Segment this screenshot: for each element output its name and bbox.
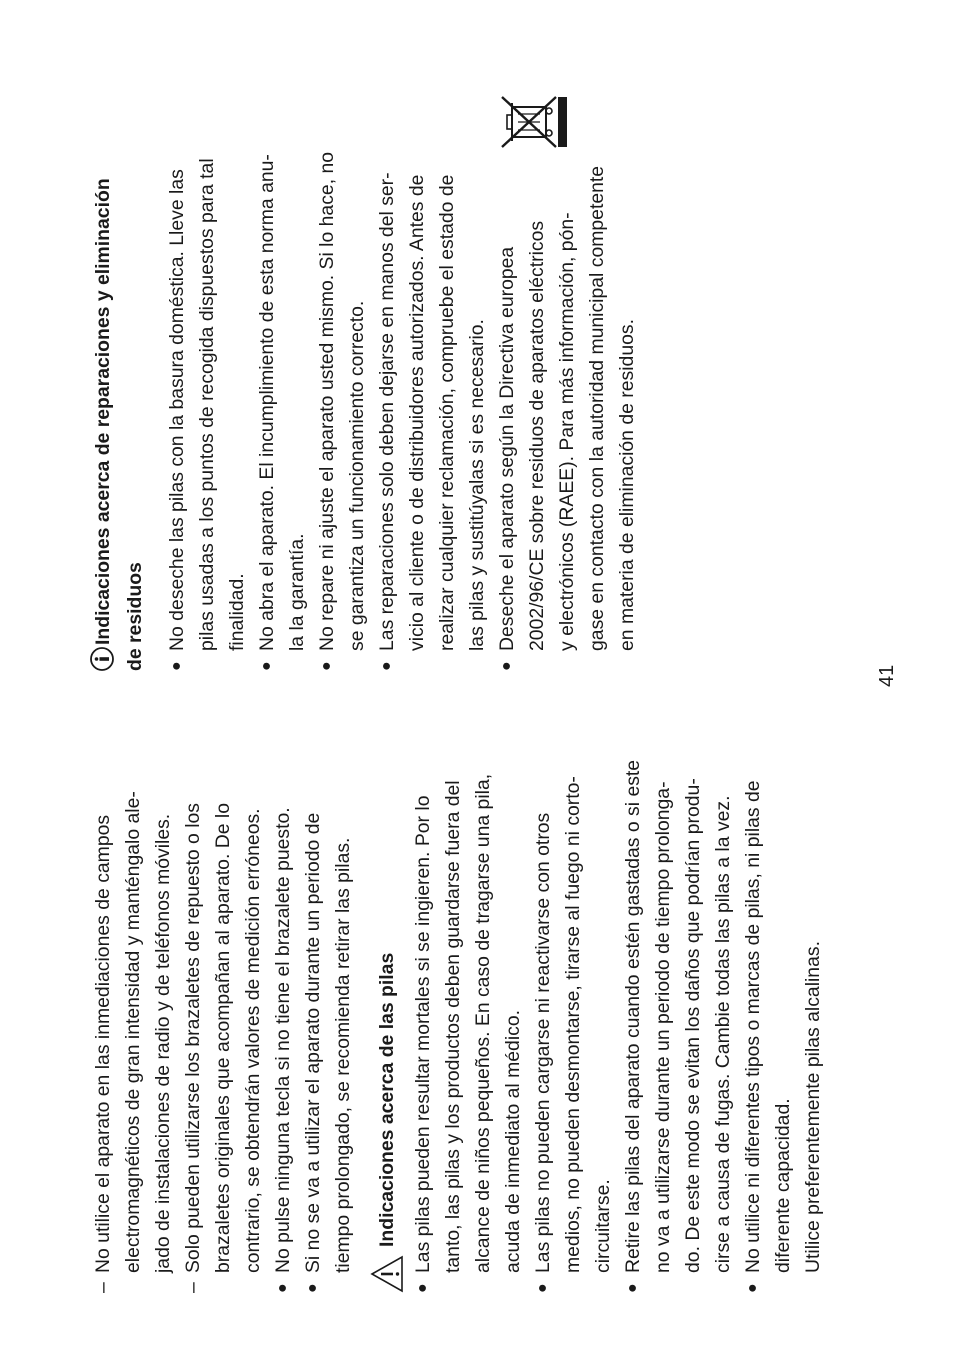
text-line: contrario, se obtendrán valores de medición erróneos.: [242, 808, 264, 1273]
text-line: No repare ni ajuste el aparato usted mismo. Si lo hace, no: [316, 151, 338, 651]
text-line: las pilas y sustitúyalas si es necesario.: [466, 319, 488, 651]
bullet-icon: ●: [498, 661, 515, 671]
text-line: Las reparaciones solo deben dejarse en manos del ser-: [376, 172, 398, 651]
text-line: y electrónicos (RAEE). Para más información, pón-: [556, 212, 578, 651]
text-line: gase en contacto con la autoridad municipal competente: [586, 165, 608, 651]
list-item: [252, 51, 312, 671]
text-line: pilas usadas a los puntos de recogida dispuestos para tal: [196, 158, 218, 651]
text-line: No abra el aparato. El incumplimiento de esta norma anu-: [256, 154, 278, 651]
list-item: [408, 693, 528, 1293]
list-item: [372, 51, 492, 671]
text-line: vicio al cliente o de distribuidores autorizados. Antes de: [406, 174, 428, 651]
list-item: [268, 693, 298, 1293]
bullet-icon: ●: [168, 661, 185, 671]
list-item: [162, 51, 252, 671]
bullet-icon: ●: [624, 1283, 641, 1293]
bullet-icon: ●: [304, 1283, 321, 1293]
section-heading-text: Indicaciones acerca de las pilas: [376, 952, 398, 1247]
text-line: Utilice preferentemente pilas alcalinas.: [802, 941, 824, 1273]
bullet-icon: ●: [318, 661, 335, 671]
text-line: no va a utilizarse durante un periodo de tiempo prolonga-: [652, 781, 674, 1273]
text-line: Solo pueden utilizarse los brazaletes de repuesto o los: [182, 803, 204, 1273]
crossed-out-wheelie-bin-icon: [500, 71, 577, 151]
bullet-icon: ●: [258, 661, 275, 671]
text-line: electromagnéticos de gran intensidad y manténgalo ale-: [122, 791, 144, 1273]
bullet-icon: ●: [534, 1283, 551, 1293]
text-line: tanto, las pilas y los productos deben guardarse fuera del: [442, 780, 464, 1273]
text-line: jado de instalaciones de radio y de teléfonos móviles.: [152, 813, 174, 1273]
list-item: – Solo pueden utilizarse los brazaletes de repuesto o los brazaletes originales que acompañan al aparato. De lo contrario, se obtendrán valores de medición erróneos.: [178, 693, 268, 1293]
text-line: Retire las pilas del aparato cuando estén gastadas o si este: [622, 759, 644, 1273]
text-line: Las pilas no pueden cargarse ni reactivarse con otros: [532, 812, 554, 1273]
text-line: No pulse ninguna tecla si no tiene el brazalete puesto.: [272, 807, 294, 1273]
text-line: medios, no pueden desmontarse, tirarse al fuego ni corto-: [562, 776, 584, 1273]
list-item: [738, 693, 798, 1293]
text-line: brazaletes originales que acompañan al aparato. De lo: [212, 803, 234, 1273]
list-item: [618, 693, 738, 1293]
section-heading-reparaciones: [88, 51, 120, 671]
section-heading-text: de residuos: [124, 562, 146, 671]
text-line: tiempo prolongado, se recomienda retirar las pilas.: [332, 837, 354, 1273]
left-column: [88, 693, 828, 1293]
text-line: Las pilas pueden resultar mortales si se ingieren. Por lo: [412, 795, 434, 1273]
list-item: [528, 693, 618, 1293]
text-line: do. De este modo se evitan los daños que podrían produ-: [682, 778, 704, 1273]
info-circle-icon: [88, 645, 120, 671]
text-line: diferente capacidad.: [772, 1098, 794, 1273]
text-line: la la garantía.: [286, 533, 308, 651]
text-line: se garantiza un funcionamiento correcto.: [346, 300, 368, 651]
section-heading-pilas: [370, 693, 408, 1293]
text-line: acuda de inmediato al médico.: [502, 1009, 524, 1273]
text-line: Si no se va a utilizar el aparato durante un periodo de: [302, 812, 324, 1273]
bullet-icon: ●: [414, 1283, 431, 1293]
section-heading-text: Indicaciones acerca de reparaciones y eliminación: [92, 178, 114, 645]
bullet-icon: ●: [274, 1283, 291, 1293]
bullet-icon: ●: [378, 661, 395, 671]
text-line: Deseche el aparato según la Directiva europea: [496, 246, 518, 651]
text-line: No utilice ni diferentes tipos o marcas de pilas, ni pilas de: [742, 780, 764, 1273]
list-item: – No utilice el aparato en las inmediaciones de campos electromagnéticos de gran intensidad y manténgalo ale- jado de instalaciones de radio y de teléfonos móviles.: [88, 693, 178, 1293]
list-item: [312, 51, 372, 671]
text-line: en materia de eliminación de residuos.: [616, 319, 638, 651]
text-line: alcance de niños pequeños. En caso de tragarse una pila,: [472, 773, 494, 1273]
text-line: circuitarse.: [592, 1179, 614, 1273]
text-line: realizar cualquier reclamación, compruebe el estado de: [436, 174, 458, 651]
text-line: cirse a causa de fugas. Cambie todas las pilas a la vez.: [712, 795, 734, 1273]
text-line: 2002/96/CE sobre residuos de aparatos eléctricos: [526, 220, 548, 651]
bullet-icon: ●: [744, 1283, 761, 1293]
warning-triangle-icon: [370, 1247, 408, 1293]
list-item: [298, 693, 358, 1293]
page-number: 41: [876, 664, 898, 687]
text-line: No deseche las pilas con la basura doméstica. Lleve las: [166, 169, 188, 651]
text-line: No utilice el aparato en las inmediaciones de campos: [92, 814, 114, 1273]
text-line: finalidad.: [226, 573, 248, 651]
